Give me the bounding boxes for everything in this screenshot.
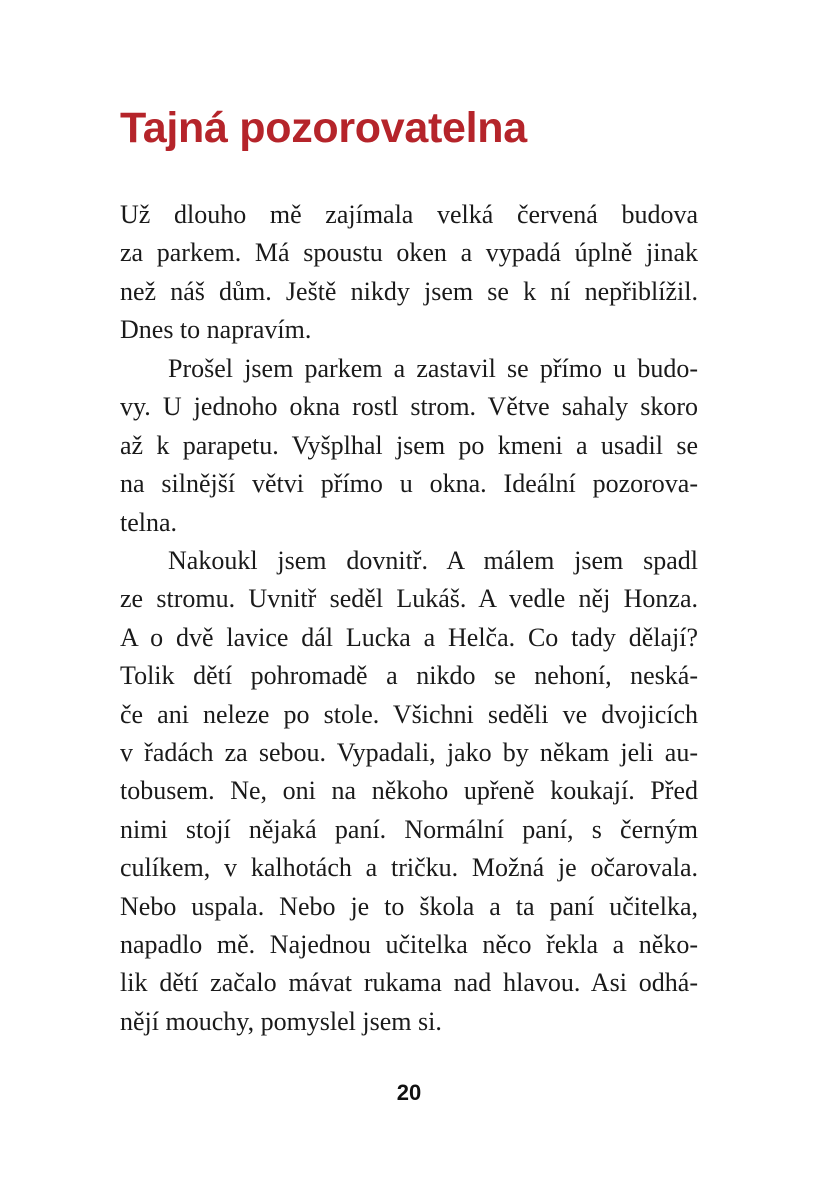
text-line: vy. U jednoho okna rostl strom. Větve sahaly skoro — [120, 392, 698, 422]
text-line: Prošel jsem parkem a zastavil se přímo u budo- — [168, 354, 698, 383]
text-line: če ani neleze po stole. Všichni seděli ve dvojicích — [120, 699, 698, 729]
text-line: Nebo uspala. Nebo je to škola a ta paní učitelka, — [120, 891, 698, 921]
text-line: Nakoukl jsem dovnitř. A málem jsem spadl — [168, 546, 698, 575]
text-line: napadlo mě. Najednou učitelka něco řekla a něko- — [120, 929, 698, 959]
paragraph-3 — [120, 542, 698, 1041]
paragraph-2 — [120, 350, 698, 542]
text-line: nimi stojí nějaká paní. Normální paní, s černým — [120, 814, 698, 844]
text-line: za parkem. Má spoustu oken a vypadá úplně jinak — [120, 238, 698, 268]
text-line: až k parapetu. Vyšplhal jsem po kmeni a usadil se — [120, 430, 698, 460]
text-line: v řadách za sebou. Vypadali, jako by někam jeli au- — [120, 737, 698, 767]
text-line: nějí mouchy, pomyslel jsem si. — [120, 1006, 442, 1036]
chapter-title: Tajná pozorovatelna — [120, 104, 527, 152]
text-line: Dnes to napravím. — [120, 315, 312, 345]
text-line: A o dvě lavice dál Lucka a Helča. Co tady dělají? — [120, 622, 698, 652]
text-line: než náš dům. Ještě nikdy jsem se k ní nepřiblížil. — [120, 276, 698, 306]
text-line: Tolik dětí pohromadě a nikdo se nehoní, neská- — [120, 661, 698, 691]
text-line: culíkem, v kalhotách a tričku. Možná je očarovala. — [120, 853, 698, 883]
text-line: Už dlouho mě zajímala velká červená budova — [120, 200, 698, 229]
text-line: ze stromu. Uvnitř seděl Lukáš. A vedle něj Honza. — [120, 584, 698, 614]
text-line: telna. — [120, 507, 178, 537]
text-line: tobusem. Ne, oni na někoho upřeně koukají. Před — [120, 776, 698, 806]
page-number: 20 — [396, 1080, 422, 1105]
text-line: lik dětí začalo mávat rukama nad hlavou. Asi odhá- — [120, 968, 698, 998]
paragraph-1 — [120, 196, 698, 350]
text-line: na silnější větvi přímo u okna. Ideální pozorova- — [120, 469, 698, 499]
